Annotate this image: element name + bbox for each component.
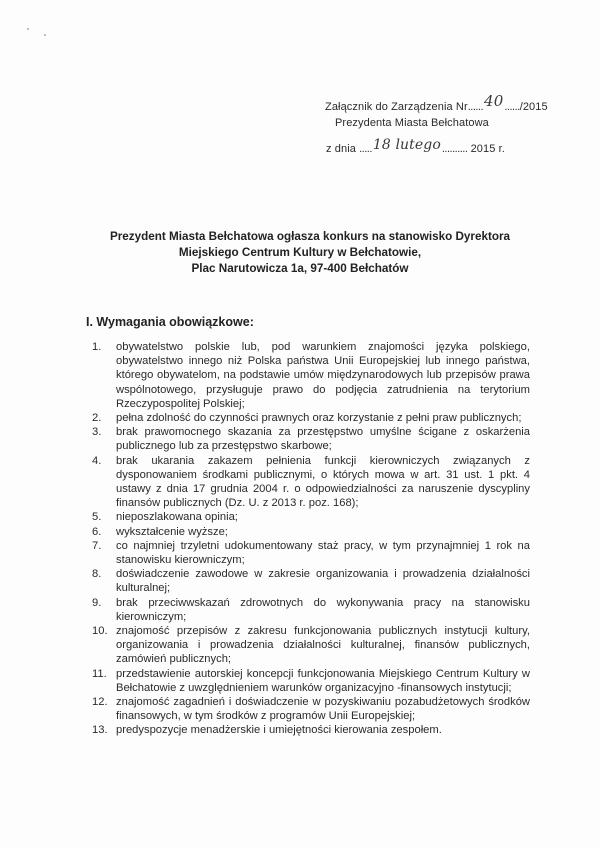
requirement-item [92, 510, 530, 524]
requirement-text: doświadczenie zawodowe w zakresie organizowania i prowadzenia działalności kulturalnej; [116, 568, 530, 595]
scan-speck [44, 34, 46, 36]
requirements-list [92, 340, 530, 738]
handwritten-order-number: 40 [484, 92, 504, 110]
requirement-text: przedstawienie autorskiej koncepcji funkcjonowania Miejskiego Centrum Kultury w Bełchatowie z uwzględnieniem warunków organizacyjno -finansowych instytucji; [116, 667, 530, 694]
date-header-line: z dnia .....18 lutego.......... 2015 r. [326, 137, 505, 155]
requirement-text: znajomość zagadnień i doświadczenie w pozyskiwaniu pozabudżetowych środków finansowych, w tym środków z programów Unii Europejskiej; [116, 696, 530, 723]
attachment-label: Załącznik do Zarządzenia Nr [325, 101, 468, 113]
requirement-number: 3. [92, 426, 102, 439]
requirement-number: 12. [92, 696, 108, 709]
section-heading: I. Wymagania obowiązkowe: [86, 315, 254, 329]
requirement-text: co najmniej trzyletni udokumentowany staż pracy, w tym przynajmniej 1 rok na stanowisku kierowniczym; [116, 539, 530, 567]
mayor-label: Prezydenta Miasta Bełchatowa [335, 117, 489, 129]
title-line-2: Miejskiego Centrum Kultury w Bełchatowie, [178, 246, 422, 260]
requirement-number: 10. [92, 625, 108, 638]
title-line-3: Plac Narutowicza 1a, 97-400 Bełchatów [191, 262, 409, 276]
requirement-text: nieposzlakowana opinia; [116, 511, 238, 524]
requirement-number: 1. [92, 341, 102, 353]
requirement-item [92, 539, 530, 567]
requirement-text: obywatelstwo polskie lub, pod warunkiem znajomości języka polskiego, obywatelstwo innego niż Polska państwa Unii Europejskiej lub innego państwa, którego obywatelom, na podstawie umów międzynarodowych lub przepisów prawa wspólnotowego, przysługuje prawo do podjęcia zatrudnienia na terytorium Rzeczypospolitej Polskiej; [116, 341, 530, 410]
handwritten-date: 18 lutego [372, 137, 441, 153]
requirement-text: predyspozycje menadżerskie i umiejętności kierowania zespołem. [116, 724, 442, 737]
requirement-item [92, 454, 530, 511]
requirement-item [92, 425, 530, 453]
date-prefix: z dnia [326, 143, 356, 155]
requirement-number: 4. [92, 454, 102, 467]
announcement-title [0, 229, 600, 278]
requirement-item [92, 525, 530, 539]
date-suffix: 2015 r. [470, 143, 505, 155]
requirement-item [92, 723, 530, 737]
requirement-number: 5. [92, 511, 102, 524]
requirement-text: brak ukarania zakazem pełnienia funkcji kierowniczych związanych z dysponowaniem środkami publicznymi, o których mowa w art. 31 ust. 1 pkt. 4 ustawy z dnia 17 grudnia 2004 r. o odpowiedzialności za naruszenie dyscypliny finansów publicznych (Dz. U. z 2013 r. poz. 168); [116, 454, 530, 510]
requirement-number: 7. [92, 539, 102, 552]
requirement-text: brak prawomocnego skazania za przestępstwo umyślne ścigane z oskarżenia publicznego lub za przestępstwo skarbowe; [116, 426, 530, 453]
requirement-text: brak przeciwwskazań zdrowotnych do wykonywania pracy na stanowisku kierowniczym; [116, 596, 530, 623]
requirement-number: 13. [92, 724, 108, 737]
requirement-number: 9. [92, 596, 102, 609]
requirement-item [92, 567, 530, 595]
requirement-text: znajomość przepisów z zakresu funkcjonowania publicznych instytucji kultury, organizowania i prowadzenia działalności kulturalnej, finansów publicznych, zamówień publicznych; [116, 625, 530, 666]
scan-speck [27, 28, 29, 30]
order-year: /2015 [519, 101, 548, 113]
requirement-item [92, 624, 530, 667]
requirement-item [92, 596, 530, 624]
attachment-header-line: Załącznik do Zarządzenia Nr......40....../2015 [325, 92, 548, 113]
requirement-item [92, 411, 530, 425]
requirement-item [92, 695, 530, 723]
requirement-number: 8. [92, 568, 102, 581]
requirement-text: wykształcenie wyższe; [116, 525, 228, 538]
title-line-1: Prezydent Miasta Bełchatowa ogłasza konkurs na stanowisko Dyrektora [109, 230, 511, 243]
requirement-item [92, 340, 530, 411]
requirement-number: 2. [92, 412, 102, 425]
requirement-number: 11. [92, 667, 107, 680]
requirement-number: 6. [92, 525, 102, 538]
requirement-item [92, 667, 530, 695]
requirement-text: pełna zdolność do czynności prawnych oraz korzystanie z pełni praw publicznych; [116, 412, 522, 425]
mayor-header-line [335, 117, 489, 129]
